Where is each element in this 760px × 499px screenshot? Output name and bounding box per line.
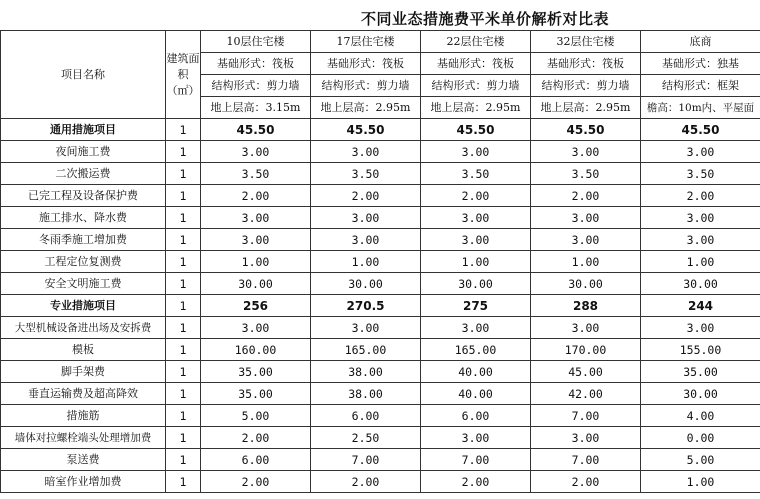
row-value: 30.00 <box>201 273 311 295</box>
row-value: 2.00 <box>201 471 311 493</box>
row-value: 35.00 <box>201 383 311 405</box>
table-row <box>1 427 760 449</box>
row-area: 1 <box>166 185 201 207</box>
row-name: 已完工程及设备保护费 <box>1 185 166 207</box>
header-col-1-name: 17层住宅楼 <box>311 31 421 53</box>
row-value: 1.00 <box>641 471 760 493</box>
row-value: 244 <box>641 295 760 317</box>
row-name: 脚手架费 <box>1 361 166 383</box>
row-name: 冬雨季施工增加费 <box>1 229 166 251</box>
row-value: 5.00 <box>641 449 760 471</box>
table-row <box>1 141 760 163</box>
row-value: 3.50 <box>641 163 760 185</box>
row-value: 2.00 <box>201 427 311 449</box>
table-row <box>1 361 760 383</box>
header-area: 建筑面积（㎡） <box>166 31 201 119</box>
row-name: 工程定位复测费 <box>1 251 166 273</box>
row-value: 45.50 <box>311 119 421 141</box>
row-value: 3.00 <box>421 427 531 449</box>
row-value: 3.00 <box>531 229 641 251</box>
row-name: 措施筋 <box>1 405 166 427</box>
header-col-0-height: 地上层高：3.15m <box>201 97 311 119</box>
table-row <box>1 251 760 273</box>
header-col-2-name: 22层住宅楼 <box>421 31 531 53</box>
row-value: 160.00 <box>201 339 311 361</box>
table-row <box>1 163 760 185</box>
row-name: 垂直运输费及超高降效 <box>1 383 166 405</box>
row-value: 40.00 <box>421 361 531 383</box>
row-value: 3.00 <box>201 207 311 229</box>
row-value: 288 <box>531 295 641 317</box>
row-name: 通用措施项目 <box>1 119 166 141</box>
row-area: 1 <box>166 427 201 449</box>
table-row <box>1 119 760 141</box>
row-area: 1 <box>166 141 201 163</box>
row-value: 6.00 <box>311 405 421 427</box>
row-value: 155.00 <box>641 339 760 361</box>
row-area: 1 <box>166 163 201 185</box>
row-value: 35.00 <box>201 361 311 383</box>
row-value: 2.00 <box>311 471 421 493</box>
row-value: 3.00 <box>641 141 760 163</box>
row-area: 1 <box>166 119 201 141</box>
header-col-0-struct: 结构形式：剪力墙 <box>201 75 311 97</box>
row-name: 夜间施工费 <box>1 141 166 163</box>
header-col-3-struct: 结构形式：剪力墙 <box>531 75 641 97</box>
row-value: 170.00 <box>531 339 641 361</box>
row-value: 3.00 <box>311 229 421 251</box>
table-row <box>1 383 760 405</box>
table-row <box>1 185 760 207</box>
row-value: 3.00 <box>311 207 421 229</box>
header-col-0-base: 基础形式：筏板 <box>201 53 311 75</box>
row-name: 专业措施项目 <box>1 295 166 317</box>
row-value: 2.00 <box>531 471 641 493</box>
row-name: 安全文明施工费 <box>1 273 166 295</box>
row-value: 2.50 <box>311 427 421 449</box>
row-area: 1 <box>166 229 201 251</box>
row-value: 256 <box>201 295 311 317</box>
row-name: 二次搬运费 <box>1 163 166 185</box>
row-value: 2.00 <box>531 185 641 207</box>
row-value: 45.50 <box>531 119 641 141</box>
header-col-1-height: 地上层高：2.95m <box>311 97 421 119</box>
row-name: 模板 <box>1 339 166 361</box>
row-value: 3.00 <box>531 141 641 163</box>
table-row <box>1 295 760 317</box>
row-value: 30.00 <box>641 273 760 295</box>
row-area: 1 <box>166 339 201 361</box>
row-value: 275 <box>421 295 531 317</box>
row-area: 1 <box>166 251 201 273</box>
row-area: 1 <box>166 317 201 339</box>
row-value: 42.00 <box>531 383 641 405</box>
table-row <box>1 317 760 339</box>
row-value: 3.00 <box>201 141 311 163</box>
row-area: 1 <box>166 383 201 405</box>
row-value: 5.00 <box>201 405 311 427</box>
row-value: 45.00 <box>531 361 641 383</box>
row-value: 4.00 <box>641 405 760 427</box>
row-value: 6.00 <box>201 449 311 471</box>
row-value: 7.00 <box>311 449 421 471</box>
page-title: 不同业态措施费平米单价解析对比表 <box>360 10 609 28</box>
row-value: 45.50 <box>201 119 311 141</box>
row-value: 6.00 <box>421 405 531 427</box>
row-value: 165.00 <box>311 339 421 361</box>
row-area: 1 <box>166 295 201 317</box>
header-col-4-name: 底商 <box>641 31 760 53</box>
table-row <box>1 405 760 427</box>
row-value: 30.00 <box>641 383 760 405</box>
row-value: 7.00 <box>531 405 641 427</box>
row-area: 1 <box>166 405 201 427</box>
header-col-4-height: 檐高：10m内、平屋面 <box>641 97 760 119</box>
header-col-1-base: 基础形式：筏板 <box>311 53 421 75</box>
row-value: 3.00 <box>421 207 531 229</box>
row-area: 1 <box>166 471 201 493</box>
header-col-2-base: 基础形式：筏板 <box>421 53 531 75</box>
row-value: 3.00 <box>641 207 760 229</box>
row-name: 施工排水、降水费 <box>1 207 166 229</box>
row-value: 45.50 <box>421 119 531 141</box>
cost-comparison-table <box>0 30 760 493</box>
row-value: 1.00 <box>531 251 641 273</box>
row-value: 3.00 <box>531 207 641 229</box>
row-value: 3.50 <box>201 163 311 185</box>
row-value: 1.00 <box>201 251 311 273</box>
row-name: 暗室作业增加费 <box>1 471 166 493</box>
header-col-3-base: 基础形式：筏板 <box>531 53 641 75</box>
header-col-4-struct: 结构形式：框架 <box>641 75 760 97</box>
row-value: 38.00 <box>311 383 421 405</box>
row-value: 3.00 <box>311 317 421 339</box>
row-value: 3.00 <box>531 317 641 339</box>
row-value: 3.50 <box>311 163 421 185</box>
row-value: 1.00 <box>311 251 421 273</box>
row-value: 270.5 <box>311 295 421 317</box>
row-value: 3.00 <box>531 427 641 449</box>
row-value: 30.00 <box>421 273 531 295</box>
row-value: 30.00 <box>311 273 421 295</box>
row-value: 3.50 <box>421 163 531 185</box>
table-row <box>1 229 760 251</box>
row-value: 2.00 <box>641 185 760 207</box>
header-item-name: 项目名称 <box>1 31 166 119</box>
row-value: 3.50 <box>531 163 641 185</box>
row-value: 2.00 <box>201 185 311 207</box>
table-row <box>1 207 760 229</box>
row-value: 2.00 <box>311 185 421 207</box>
row-value: 38.00 <box>311 361 421 383</box>
header-col-2-height: 地上层高：2.95m <box>421 97 531 119</box>
row-value: 3.00 <box>421 317 531 339</box>
header-col-2-struct: 结构形式：剪力墙 <box>421 75 531 97</box>
row-name: 泵送费 <box>1 449 166 471</box>
row-area: 1 <box>166 207 201 229</box>
row-value: 3.00 <box>201 317 311 339</box>
row-name: 墙体对拉螺栓端头处理增加费 <box>1 427 166 449</box>
row-value: 30.00 <box>531 273 641 295</box>
row-value: 1.00 <box>421 251 531 273</box>
row-value: 3.00 <box>641 229 760 251</box>
row-value: 0.00 <box>641 427 760 449</box>
row-value: 3.00 <box>421 141 531 163</box>
header-col-0-name: 10层住宅楼 <box>201 31 311 53</box>
table-row <box>1 471 760 493</box>
row-value: 3.00 <box>311 141 421 163</box>
row-value: 35.00 <box>641 361 760 383</box>
row-value: 165.00 <box>421 339 531 361</box>
header-col-4-base: 基础形式：独基 <box>641 53 760 75</box>
row-value: 3.00 <box>641 317 760 339</box>
row-area: 1 <box>166 361 201 383</box>
row-area: 1 <box>166 273 201 295</box>
row-value: 3.00 <box>201 229 311 251</box>
row-value: 1.00 <box>641 251 760 273</box>
table-row <box>1 449 760 471</box>
row-value: 45.50 <box>641 119 760 141</box>
table-row <box>1 339 760 361</box>
header-col-1-struct: 结构形式：剪力墙 <box>311 75 421 97</box>
row-value: 3.00 <box>421 229 531 251</box>
row-value: 2.00 <box>421 185 531 207</box>
header-col-3-name: 32层住宅楼 <box>531 31 641 53</box>
row-value: 2.00 <box>421 471 531 493</box>
row-value: 7.00 <box>531 449 641 471</box>
row-name: 大型机械设备进出场及安拆费 <box>1 317 166 339</box>
row-value: 40.00 <box>421 383 531 405</box>
table-row <box>1 273 760 295</box>
header-col-3-height: 地上层高：2.95m <box>531 97 641 119</box>
row-area: 1 <box>166 449 201 471</box>
row-value: 7.00 <box>421 449 531 471</box>
